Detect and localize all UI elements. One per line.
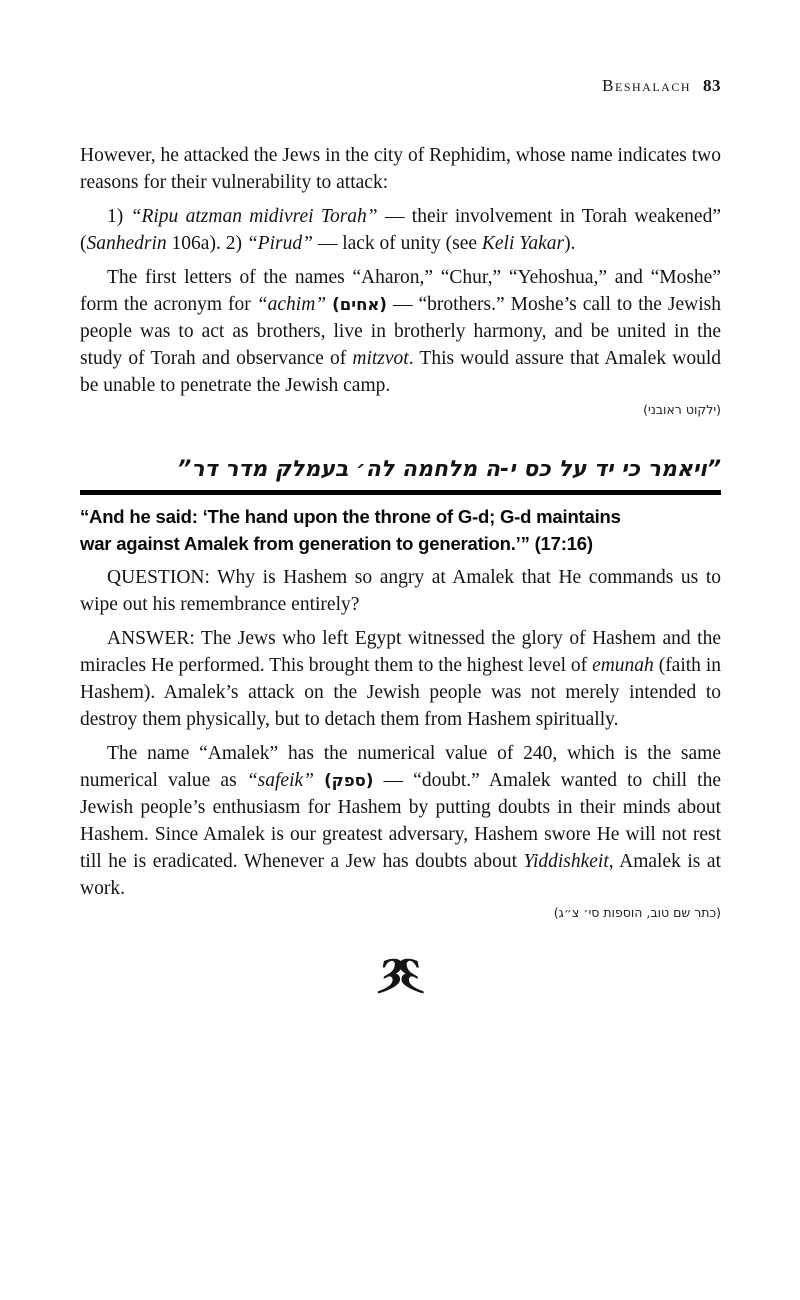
end-ornament	[80, 953, 721, 995]
translation-line-1: “And he said: ‘The hand upon the throne of G-d; G-d maintains	[80, 506, 621, 527]
paragraph-amalek-gematria: The name “Amalek” has the numerical value of 240, which is the same numerical value as “safeik” (ספק) — “doubt.” Amalek wanted to chill the Jewish people’s enthusiasm for Hashem by putting doubts in their minds about Hashem. Since Amalek is our greatest adversary, Hashem swore He will not rest till he is eradicated. Whenever a Jew has doubts about Yiddishkeit, Amalek is at work.	[80, 743, 722, 899]
hebrew-verse-headline: ”ויאמר כי יד על כס י-ה מלחמה לה׳ בעמלק מדר דר”	[177, 457, 721, 482]
running-header	[80, 76, 721, 96]
page-number: 83	[703, 76, 721, 95]
paragraph-two-reasons: 1) “Ripu atzman midivrei Torah” — their involvement in Torah weakened” (Sanhedrin 106a). 2) “Pirud” — lack of unity (see Keli Yakar).	[80, 206, 721, 254]
verse-translation	[80, 504, 721, 557]
paragraph-rephidim: However, he attacked the Jews in the city of Rephidim, whose name indicates two reasons for their vulnerability to attack:	[80, 145, 721, 193]
citation-yalkut-reuveni: (ילקוט ראובני)	[643, 402, 721, 417]
translation-line-2: war against Amalek from generation to generation.’” (17:16)	[80, 532, 593, 554]
citation-keter-shem-tov: (כתר שם טוב, הוספות סי׳ צ״ג)	[553, 905, 721, 920]
paragraph-question: QUESTION: Why is Hashem so angry at Amalek that He commands us to wipe out his remembrance entirely?	[80, 567, 721, 615]
end-ornament-left-fleuron-icon: Ȝ	[378, 953, 401, 995]
paragraph-answer: ANSWER: The Jews who left Egypt witnessed the glory of Hashem and the miracles He performed. This brought them to the highest level of emunah (faith in Hashem). Amalek’s attack on the Jewish people was not merely intended to destroy them physically, but to detach them from Hashem spiritually.	[80, 628, 721, 730]
section-title: Beshalach	[602, 76, 691, 95]
divider-rule	[80, 490, 721, 495]
paragraph-acronym-achim: The first letters of the names “Aharon,” “Chur,” “Yehoshua,” and “Moshe” form the acronym for “achim” (אחים) — “brothers.” Moshe’s call to the Jewish people was to act as brothers, live in brotherly harmony, and be united in the study of Torah and observance of mitzvot. This would assure that Amalek would be unable to penetrate the Jewish camp.	[80, 267, 722, 396]
end-ornament-right-fleuron-icon: Ȝ	[400, 953, 423, 995]
